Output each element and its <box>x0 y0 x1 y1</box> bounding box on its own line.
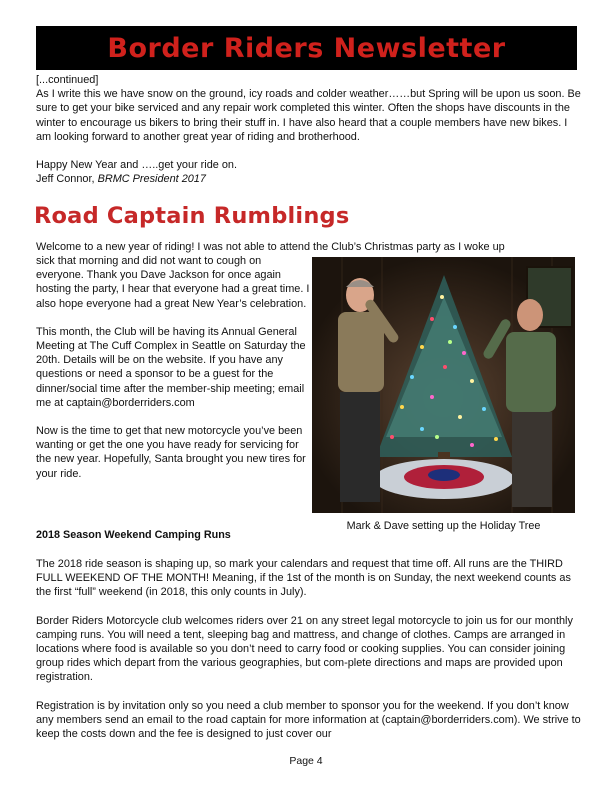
section-title-road-captain: Road Captain Rumblings <box>34 203 350 229</box>
photo-caption: Mark & Dave setting up the Holiday Tree <box>346 520 541 532</box>
continued-label: [...continued] <box>36 74 99 86</box>
closing-line: Happy New Year and …..get your ride on. <box>36 159 237 172</box>
president-paragraph: As I write this we have snow on the ground, icy roads and colder weather……but Spring will be upon us soon. Be sure to get your bike serviced and any repair work completed this winter. Often the shops have discounts in the winter to encourage us bikers to bring their stuff in. I have also heard that a couple members have new bikes. I am looking forward to another great year of riding and brotherhood. <box>36 88 581 143</box>
camping-para-3: Registration is by invitation only so you need a club member to sponsor you for the weekend. If you don’t know any members send an email to the road captain for more information at (captain@borderriders.com). We strive to keep the costs down and the fee is designed to just cover our <box>36 699 581 741</box>
camping-heading: 2018 Season Weekend Camping Runs <box>36 529 231 541</box>
camping-para-1: The 2018 ride season is shaping up, so mark your calendars and request that time off. All runs are the THIRD FULL WEEKEND OF THE MONTH! Meaning, if the 1st of the month is on Sunday, the next weekend counts as the first “full” weekend (in 2018, this only counts in July). <box>36 558 571 599</box>
page-number: Page 4 <box>289 755 323 767</box>
road-captain-column <box>36 254 312 481</box>
newsletter-title: Border Riders Newsletter <box>107 32 506 64</box>
road-captain-para-3: Now is the time to get that new motorcycle you’ve been wanting or get the one you have ready for servicing for the new year. Hopefully, Santa brought you new tires for your ride. <box>36 425 306 480</box>
camping-para-2: Border Riders Motorcycle club welcomes riders over 21 on any street legal motorcycle to join us for our monthly camping runs. You will need a tent, sleeping bag and mattress, and change of clothes. Camps are arranged in locations where food is available so you don’t need to carry food or cooking supplies. You can consider joining group rides which depart from the various geographies, but com-plete directions and maps are provided upon registration. <box>36 614 573 684</box>
camping-section <box>36 557 582 741</box>
road-captain-para-2: This month, the Club will be having its Annual General Meeting at The Cuff Complex in Seattle on Saturday the 20th. Details will be on the website. If you have any questions or need a sponsor to be a guest for the dinner/social time after the member-ship meeting; email me at captain@borderriders.com <box>36 325 306 409</box>
road-captain-para-1: sick that morning and did not want to cough on everyone. Thank you Dave Jackson for once again hosting the party, I hear that everyone had a great time. I also hope everyone had a great New Year’s celebration. <box>36 255 310 310</box>
road-captain-first-line: Welcome to a new year of riding! I was not able to attend the Club’s Christmas party as I woke up <box>36 241 505 253</box>
signature-title: BRMC President 2017 <box>97 173 206 186</box>
signature <box>36 172 581 186</box>
holiday-tree-photo <box>312 257 575 513</box>
president-letter <box>36 73 581 186</box>
masthead-banner <box>36 26 577 70</box>
signature-name: Jeff Connor, <box>36 173 98 186</box>
holiday-tree-illustration <box>312 257 575 513</box>
